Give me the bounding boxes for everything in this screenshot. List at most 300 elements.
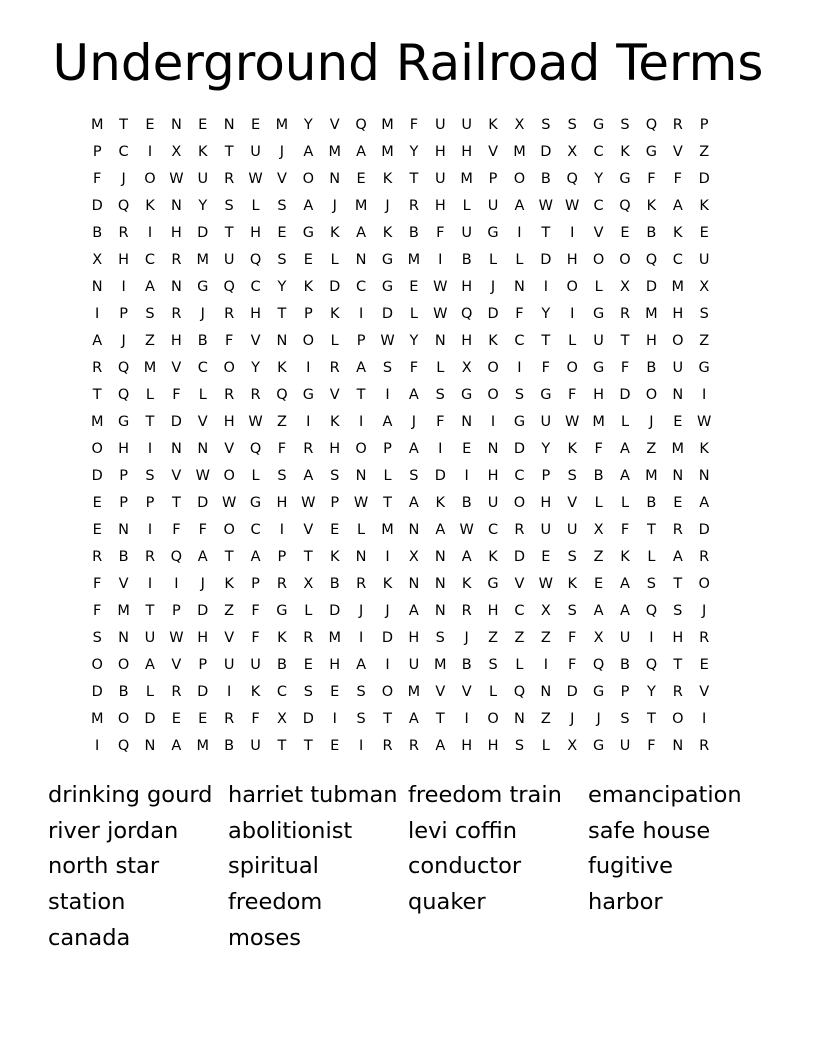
grid-letter: T [145,414,155,430]
grid-letter: G [592,738,605,754]
grid-letter: D [197,603,209,619]
word-list-item: freedom [228,889,323,916]
grid-letter: G [461,387,473,403]
grid-letter: G [117,414,130,430]
grid-letter: O [513,171,526,187]
grid-letter: V [514,576,525,592]
grid-letter: C [250,279,261,295]
grid-letter: T [673,576,683,592]
grid-letter: Z [699,144,710,160]
grid-letter: F [172,387,181,403]
grid-letter: K [224,576,234,592]
grid-letter: F [620,360,630,376]
grid-letter: H [461,333,473,349]
grid-letter: N [408,576,420,592]
grid-letter: Q [645,603,658,619]
grid-letter: I [543,279,548,295]
grid-letter: H [487,603,499,619]
grid-letter: A [356,144,367,160]
grid-letter: M [407,252,421,268]
grid-letter: Y [541,441,551,457]
grid-letter: T [303,738,313,754]
grid-letter: V [171,468,182,484]
grid-letter: M [645,468,658,484]
grid-letter: F [224,333,234,349]
grid-letter: A [356,360,367,376]
grid-letter: Y [646,684,656,700]
grid-letter: V [303,522,314,538]
grid-letter: I [543,657,548,673]
grid-letter: C [250,522,261,538]
grid-letter: N [434,576,446,592]
grid-letter: I [147,441,153,457]
grid-letter: O [672,711,684,727]
grid-letter: B [540,171,551,187]
grid-letter: N [540,684,552,700]
grid-letter: O [592,252,605,268]
grid-letter: M [90,414,104,430]
grid-letter: V [171,360,182,376]
grid-letter: T [224,549,234,565]
grid-letter: Q [645,117,658,133]
grid-letter: V [329,387,340,403]
grid-letter: N [118,522,130,538]
grid-letter: N [461,414,473,430]
grid-letter: I [464,711,469,727]
grid-letter: B [461,657,472,673]
grid-letter: S [620,711,630,727]
grid-letter: I [147,576,153,592]
word-list-item: north star [48,853,160,880]
grid-letter: C [118,144,129,160]
grid-letter: S [514,738,525,754]
grid-letter: U [698,252,710,268]
grid-letter: Q [170,549,183,565]
grid-letter: C [144,252,156,268]
grid-letter: E [673,414,683,430]
grid-letter: U [566,522,578,538]
grid-letter: O [223,468,235,484]
grid-letter: A [356,657,367,673]
grid-letter: E [171,711,181,727]
grid-letter: C [276,684,287,700]
grid-letter: P [145,495,155,511]
grid-letter: P [119,306,128,322]
grid-letter: H [461,738,473,754]
grid-letter: M [592,414,605,430]
grid-letter: O [302,171,315,187]
grid-letter: L [489,684,498,700]
grid-letter: R [699,630,710,646]
grid-letter: I [306,360,311,376]
grid-letter: H [118,441,130,457]
grid-letter: K [567,576,577,592]
grid-letter: H [540,495,552,511]
letter-grid [84,112,732,760]
grid-letter: X [699,279,710,295]
grid-letter: G [592,360,605,376]
grid-letter: F [594,441,603,457]
grid-letter: S [277,198,287,214]
grid-letter: D [170,414,182,430]
grid-letter: I [385,549,390,565]
grid-letter: A [356,225,367,241]
grid-letter: I [358,306,364,322]
grid-letter: C [514,333,525,349]
grid-letter: F [436,225,445,241]
grid-letter: R [224,387,235,403]
grid-letter: K [567,441,577,457]
grid-letter: X [593,522,604,538]
grid-letter: O [355,441,367,457]
grid-letter: X [620,279,630,295]
grid-letter: U [434,171,446,187]
grid-letter: K [488,333,498,349]
grid-letter: Z [145,333,155,349]
grid-letter: J [121,333,126,349]
grid-letter: S [145,468,155,484]
grid-letter: K [303,279,314,295]
grid-letter: T [673,657,683,673]
grid-letter: F [515,306,524,322]
grid-letter: Y [198,198,208,214]
grid-letter: G [276,603,288,619]
grid-letter: L [620,495,630,511]
grid-letter: T [541,225,551,241]
grid-letter: A [408,495,419,511]
grid-letter: M [671,279,685,295]
grid-letter: I [438,252,443,268]
grid-letter: H [593,387,605,403]
grid-letter: I [147,522,153,538]
grid-letter: F [251,711,260,727]
grid-letter: E [277,225,287,241]
grid-letter: I [147,144,153,160]
word-list-item: safe house [588,817,711,844]
grid-letter: A [382,414,393,430]
grid-letter: L [568,333,577,349]
word-list-item: conductor [408,853,522,880]
grid-letter: D [513,441,526,457]
grid-letter: G [645,144,658,160]
grid-letter: C [593,144,604,160]
grid-letter: H [566,252,578,268]
grid-letter: K [620,144,630,160]
grid-letter: J [358,603,364,619]
grid-letter: F [568,630,577,646]
word-list-item: spiritual [228,853,319,880]
grid-letter: D [381,630,394,646]
grid-letter: T [541,333,551,349]
grid-letter: O [619,252,631,268]
grid-letter: M [117,603,130,619]
grid-letter: S [488,657,498,673]
grid-letter: W [697,414,712,430]
grid-letter: W [248,171,263,187]
grid-letter: K [329,225,340,241]
word-list-item: moses [228,924,301,951]
grid-letter: E [92,495,102,511]
grid-letter: N [223,117,235,133]
grid-letter: U [250,144,261,160]
grid-letter: X [567,738,578,754]
grid-letter: P [699,117,709,133]
grid-letter: R [171,306,182,322]
grid-letter: W [459,522,474,538]
grid-letter: U [197,171,209,187]
word-list-item: quaker [408,889,486,916]
grid-letter: B [329,576,340,592]
grid-letter: R [92,549,103,565]
grid-letter: J [490,279,496,295]
grid-letter: W [538,576,553,592]
grid-letter: M [275,117,289,133]
grid-letter: D [329,603,341,619]
grid-letter: I [570,225,575,241]
grid-letter: Z [540,711,551,727]
grid-letter: D [619,387,631,403]
grid-letter: S [224,198,234,214]
grid-letter: R [224,711,235,727]
grid-letter: P [119,468,128,484]
grid-letter: A [699,495,710,511]
grid-letter: R [224,306,235,322]
grid-letter: R [514,522,525,538]
word-list-item: freedom train [408,782,562,808]
grid-letter: I [121,279,126,295]
grid-letter: Q [117,360,130,376]
grid-letter: X [92,252,103,268]
grid-letter: G [487,225,499,241]
grid-letter: J [279,144,285,160]
grid-letter: J [121,171,126,187]
grid-letter: F [409,117,419,133]
grid-letter: L [489,252,498,268]
grid-letter: M [143,360,157,376]
grid-letter: S [92,630,102,646]
grid-letter: D [434,468,446,484]
grid-letter: F [541,360,550,376]
grid-letter: K [488,117,498,133]
grid-letter: E [462,441,472,457]
grid-letter: H [329,657,341,673]
page-title: Underground Railroad Terms [52,34,764,92]
grid-letter: S [330,468,340,484]
grid-letter: O [381,684,394,700]
word-list-item: canada [48,924,131,951]
grid-letter: S [356,684,366,700]
grid-letter: O [566,360,578,376]
grid-letter: H [672,306,684,322]
grid-letter: S [699,306,709,322]
grid-letter: A [145,279,155,295]
grid-letter: R [356,576,367,592]
grid-letter: S [277,468,287,484]
grid-letter: R [329,360,340,376]
grid-letter: M [90,711,104,727]
grid-letter: A [250,549,261,565]
grid-letter: L [409,306,418,322]
grid-letter: A [435,738,446,754]
grid-letter: O [223,360,235,376]
grid-letter: X [461,360,472,376]
grid-letter: T [409,171,419,187]
grid-letter: S [541,117,551,133]
grid-letter: T [646,522,656,538]
grid-letter: A [435,522,446,538]
grid-letter: E [303,657,313,673]
grid-letter: N [118,630,130,646]
grid-letter: A [620,576,630,592]
grid-letter: Z [699,333,710,349]
grid-letter: I [702,387,707,403]
grid-letter: O [223,522,235,538]
grid-letter: C [197,360,208,376]
grid-letter: A [408,711,419,727]
grid-letter: S [646,576,656,592]
grid-letter: B [646,495,657,511]
grid-letter: Z [646,441,657,457]
grid-letter: A [461,549,472,565]
grid-letter: W [433,306,448,322]
grid-letter: H [434,198,446,214]
grid-letter: N [170,279,182,295]
grid-letter: J [464,630,469,646]
grid-letter: R [408,198,419,214]
grid-letter: N [514,711,525,727]
grid-letter: R [303,441,314,457]
grid-letter: Q [566,171,578,187]
grid-letter: F [409,360,419,376]
grid-letter: L [647,549,656,565]
grid-letter: V [488,144,499,160]
grid-letter: D [91,684,103,700]
grid-letter: F [568,657,577,673]
grid-letter: R [672,684,683,700]
grid-letter: P [488,171,498,187]
grid-letter: Y [409,333,419,349]
grid-letter: T [435,711,445,727]
word-list-item: river jordan [48,817,179,844]
word-list-item: emancipation [588,782,742,808]
grid-letter: U [223,657,235,673]
grid-letter: M [354,198,368,214]
grid-letter: T [277,306,287,322]
grid-letter: O [698,576,710,592]
grid-letter: X [514,117,525,133]
grid-letter: B [593,468,604,484]
grid-letter: N [672,738,684,754]
grid-letter: L [594,279,603,295]
grid-letter: E [250,117,261,133]
grid-letter: F [673,171,682,187]
grid-letter: G [302,225,314,241]
grid-letter: P [198,657,208,673]
grid-letter: T [646,711,656,727]
grid-letter: M [671,441,685,457]
grid-letter: N [355,252,367,268]
grid-letter: R [276,576,287,592]
grid-letter: U [223,252,235,268]
grid-letter: L [462,198,471,214]
grid-letter: U [250,738,261,754]
grid-letter: D [302,711,314,727]
grid-letter: E [198,711,208,727]
grid-letter: W [169,630,184,646]
grid-letter: U [487,198,499,214]
grid-letter: P [251,576,260,592]
grid-letter: Y [277,279,287,295]
grid-letter: J [411,414,417,430]
grid-letter: N [487,441,499,457]
grid-letter: Y [541,306,551,322]
grid-letter: W [380,333,395,349]
grid-letter: M [434,657,447,673]
grid-letter: Q [645,657,658,673]
grid-letter: F [251,603,260,619]
grid-letter: X [567,144,578,160]
grid-letter: I [332,711,337,727]
grid-letter: A [303,144,314,160]
grid-letter: F [93,171,102,187]
grid-letter: N [276,333,288,349]
grid-letter: I [517,225,522,241]
grid-letter: L [251,198,260,214]
grid-letter: V [699,684,710,700]
grid-letter: U [487,495,499,511]
grid-letter: B [224,738,235,754]
grid-letter: H [223,414,235,430]
grid-letter: E [330,522,340,538]
grid-letter: M [381,144,394,160]
grid-letter: O [645,387,658,403]
grid-letter: Q [513,684,526,700]
grid-letter: P [383,441,392,457]
grid-letter: M [328,144,341,160]
grid-letter: H [461,144,473,160]
grid-letter: Y [251,360,260,376]
word-list-item: harbor [588,889,663,916]
grid-letter: Y [594,171,604,187]
grid-letter: G [698,360,710,376]
grid-letter: J [596,711,601,727]
grid-letter: S [435,387,445,403]
grid-letter: M [381,522,394,538]
grid-letter: F [620,522,630,538]
grid-letter: M [460,171,473,187]
grid-letter: O [117,657,130,673]
grid-letter: Q [117,738,130,754]
grid-letter: B [118,549,129,565]
grid-letter: P [541,468,551,484]
grid-letter: V [461,684,472,700]
grid-letter: J [385,603,390,619]
grid-letter: A [171,738,182,754]
grid-letter: T [171,495,181,511]
grid-letter: D [698,522,710,538]
grid-letter: E [303,252,313,268]
grid-letter: O [566,279,578,295]
grid-letter: K [620,549,630,565]
grid-letter: G [592,306,605,322]
grid-letter: J [332,198,337,214]
grid-letter: S [303,684,313,700]
grid-letter: I [438,441,443,457]
grid-letter: C [593,198,604,214]
word-list-item: abolitionist [228,817,353,844]
grid-letter: M [90,117,104,133]
grid-letter: F [93,603,102,619]
